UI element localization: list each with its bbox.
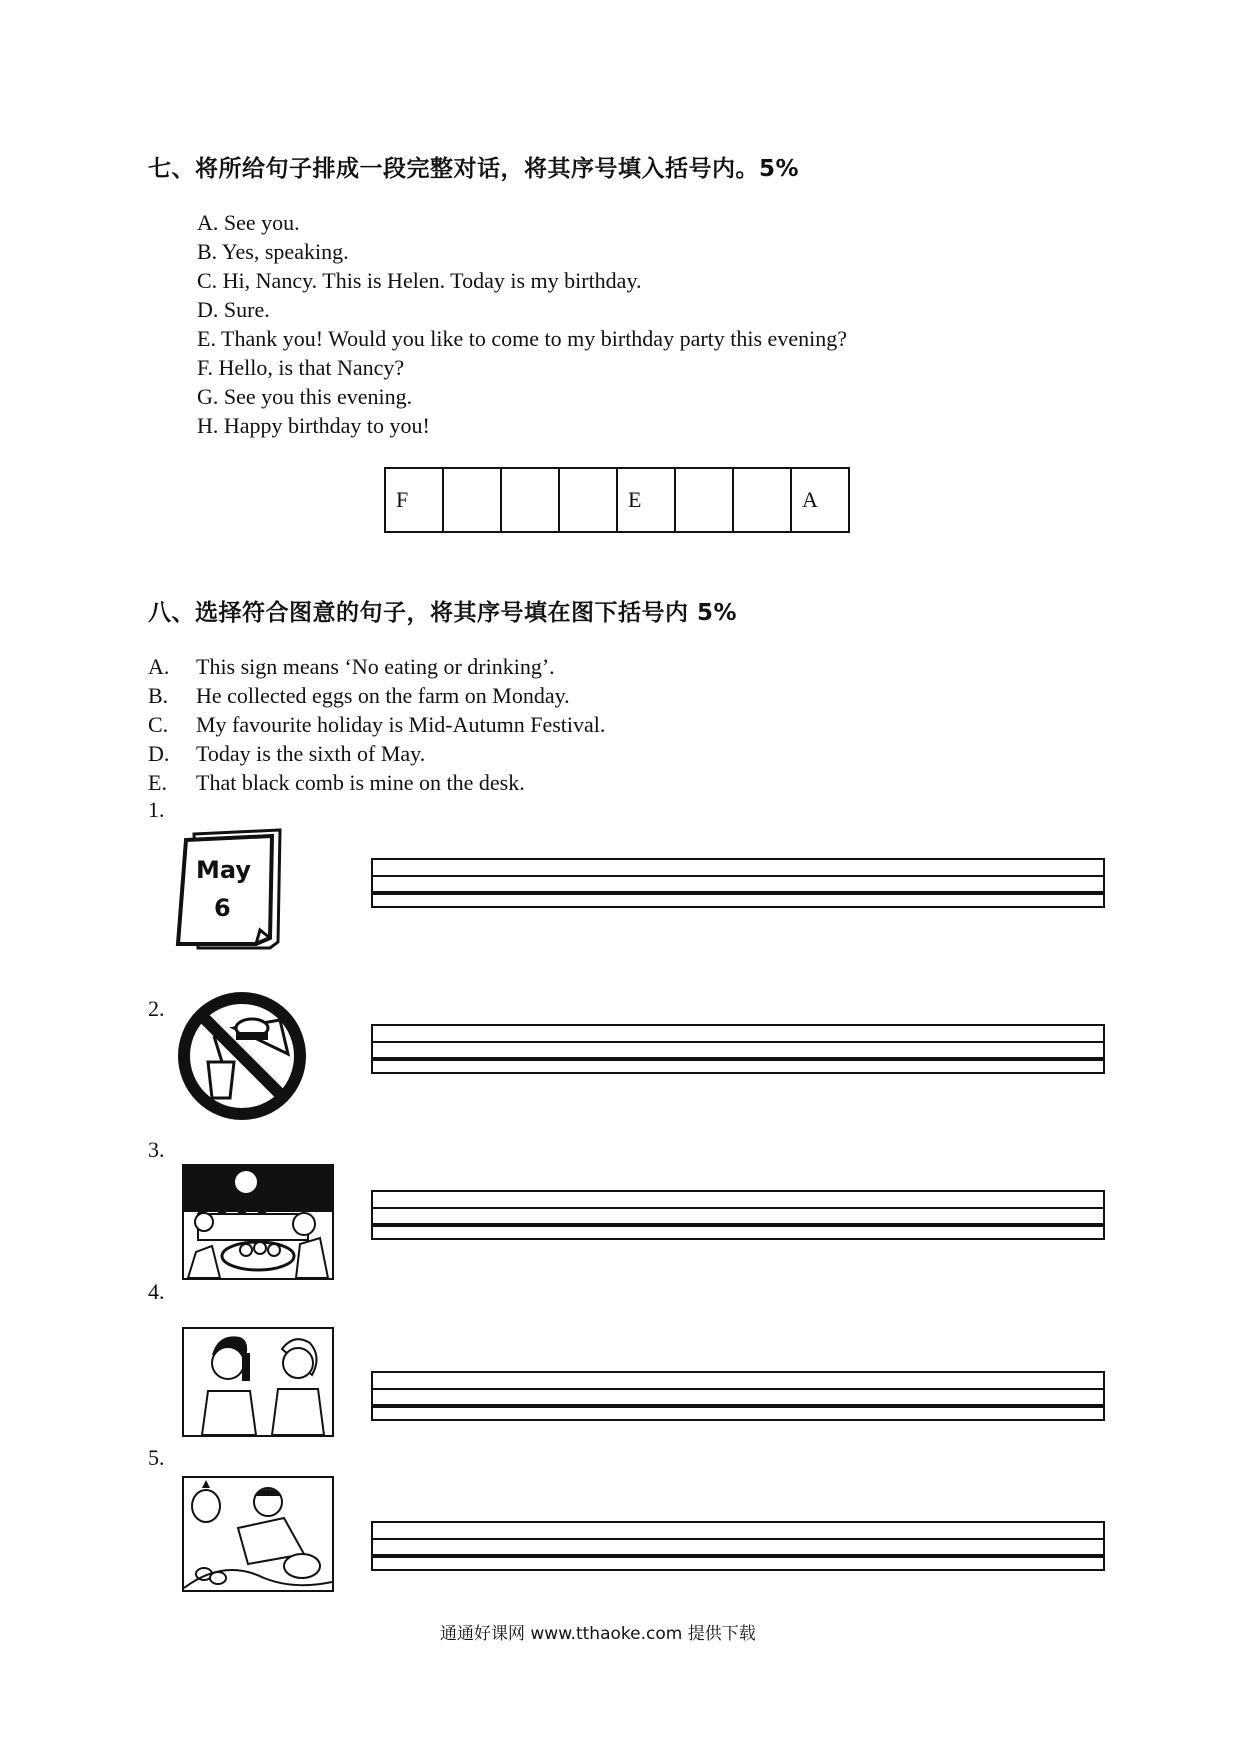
no-eating-sign-picture xyxy=(176,990,308,1122)
collecting-eggs-icon xyxy=(184,1478,332,1590)
answer-lines-4[interactable] xyxy=(371,1371,1105,1421)
item-4-number: 4. xyxy=(148,1279,165,1304)
sentence-h: H. Happy birthday to you! xyxy=(197,413,430,438)
answer-lines-5[interactable] xyxy=(371,1521,1105,1571)
calendar-month: May xyxy=(196,856,251,884)
section7-sentence-list xyxy=(197,208,847,440)
answer-box-1[interactable]: F xyxy=(385,468,443,532)
eggs-picture xyxy=(182,1476,334,1592)
children-comb-icon xyxy=(184,1329,332,1435)
option-e: E. That black comb is mine on the desk. xyxy=(148,770,525,795)
sentence-e: E. Thank you! Would you like to come to my birthday party this evening? xyxy=(197,326,847,351)
mid-autumn-picture xyxy=(182,1164,334,1280)
calendar-day: 6 xyxy=(214,894,231,922)
answer-box-8[interactable]: A xyxy=(791,468,849,532)
item-3-number: 3. xyxy=(148,1137,165,1162)
answer-box-6[interactable] xyxy=(675,468,733,532)
sentence-d: D. Sure. xyxy=(197,297,270,322)
sentence-a: A. See you. xyxy=(197,210,300,235)
section8-option-list xyxy=(148,652,605,797)
item-5-number: 5. xyxy=(148,1445,165,1470)
answer-box-5[interactable]: E xyxy=(617,468,675,532)
section8-heading: 八、选择符合图意的句子，将其序号填在图下括号内 5% xyxy=(148,600,738,626)
calendar-icon xyxy=(170,826,286,952)
calendar-picture xyxy=(170,826,286,952)
option-c: C. My favourite holiday is Mid-Autumn Festival. xyxy=(148,712,606,737)
sentence-b: B. Yes, speaking. xyxy=(197,239,349,264)
answer-sequence-table xyxy=(384,467,850,533)
footer-text: 通通好课网 www.tthaoke.com 提供下载 xyxy=(440,1624,756,1644)
section7-heading: 七、将所给句子排成一段完整对话，将其序号填入括号内。5% xyxy=(148,156,800,182)
answer-box-4[interactable] xyxy=(559,468,617,532)
moon-festival-icon xyxy=(184,1166,332,1278)
answer-lines-2[interactable] xyxy=(371,1024,1105,1074)
comb-picture xyxy=(182,1327,334,1437)
sentence-c: C. Hi, Nancy. This is Helen. Today is my birthday. xyxy=(197,268,642,293)
option-b: B. He collected eggs on the farm on Monday. xyxy=(148,683,570,708)
answer-box-3[interactable] xyxy=(501,468,559,532)
answer-lines-1[interactable] xyxy=(371,858,1105,908)
sentence-f: F. Hello, is that Nancy? xyxy=(197,355,405,380)
item-1-number: 1. xyxy=(148,797,165,822)
no-eating-drinking-icon xyxy=(176,990,308,1122)
item-2-number: 2. xyxy=(148,996,165,1021)
answer-lines-3[interactable] xyxy=(371,1190,1105,1240)
option-d: D. Today is the sixth of May. xyxy=(148,741,426,766)
option-a: A. This sign means ‘No eating or drinking’. xyxy=(148,654,555,679)
answer-box-2[interactable] xyxy=(443,468,501,532)
answer-box-7[interactable] xyxy=(733,468,791,532)
sentence-g: G. See you this evening. xyxy=(197,384,413,409)
